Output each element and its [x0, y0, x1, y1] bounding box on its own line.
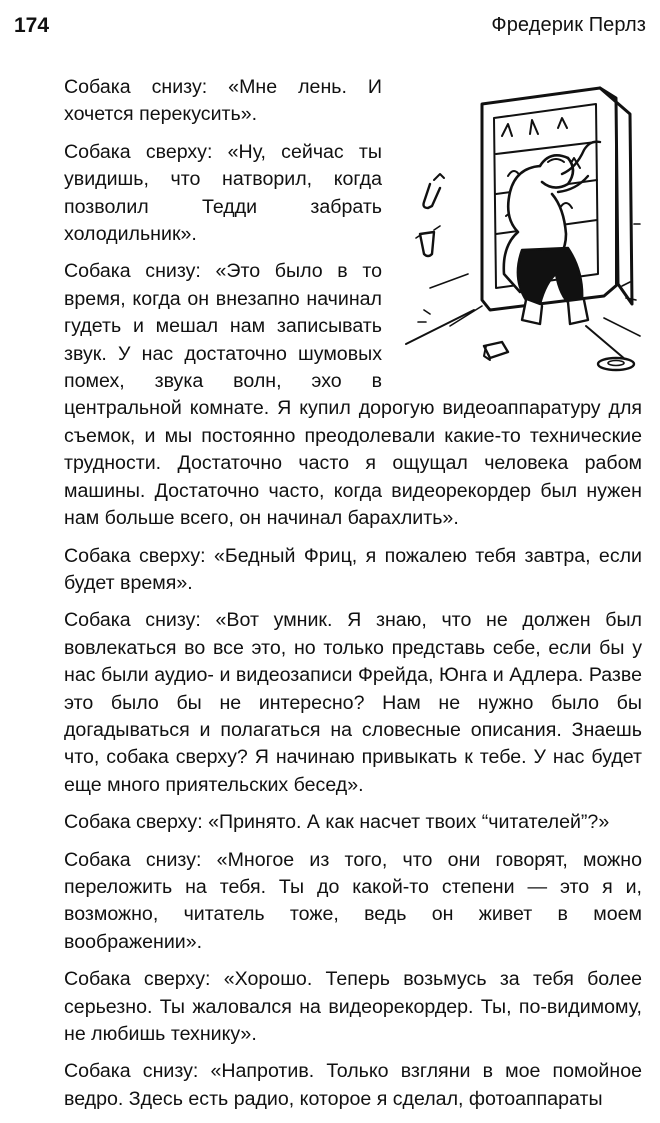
page-header [14, 8, 646, 38]
dialogue-paragraph: Собака сверху: «Ну, сейчас ты увидишь, что натворил, когда позволил Тедди забрать холодильник». [64, 140, 382, 246]
body-text [64, 74, 642, 1123]
page-number: 174 [14, 14, 50, 37]
dialogue-paragraph: Собака снизу: «Вот умник. Я знаю, что не должен был вовлекаться во все это, но только представь себе, если бы у нас были аудио- и видеозаписи Фрейда, Юнга и Адлера. Разве это было бы не интересно? Нам не нужно было бы догадываться и полагаться на словесные описания. Знаешь что, собака сверху? Я начинаю привыкать к тебе. У нас будет еще много приятельских бесед». [64, 609, 642, 796]
dialogue-paragraph: Собака сверху: «Хорошо. Теперь возьмусь за тебя более серьезно. Ты жаловался на видеорекордер. Ты, по-видимому, не любишь технику». [64, 968, 642, 1045]
dialogue-paragraph: Собака сверху: «Принято. А как насчет твоих “читателей”?» [64, 811, 610, 834]
person-at-refrigerator-illustration [390, 74, 642, 376]
dialogue-paragraph: Собака снизу: «Мне лень. И хочется перекусить». [64, 76, 382, 126]
dialogue-paragraph: Собака снизу: «Многое из того, что они говорят, можно переложить на тебя. Ты до какой-то степени — это я и, возможно, читатель тоже, ведь он живет в моем воображении». [64, 848, 642, 953]
dialogue-paragraph: Собака сверху: «Бедный Фриц, я пожалею тебя завтра, если будет время». [64, 544, 642, 594]
running-head-author: Фредерик Перлз [491, 14, 646, 36]
dialogue-paragraph: Собака снизу: «Напротив. Только взгляни в мое помойное ведро. Здесь есть радио, которое я сделал, фотоаппараты [64, 1060, 642, 1110]
dialogue-paragraph: Собака снизу: «Это было в то время, когда он внезапно начинал гудеть и мешал нам записывать звук. У нас достаточно шумовых помех, звука волн, эхо в центральной комнате. Я купил дорогую видеоаппаратуру для съемок, и мы постоянно преодолевали какие-то технические трудности. Достаточно часто я ощущал человека рабом машины. Достаточно часто, когда видеорекордер был нужен нам больше всего, он начинал барахлить». [64, 260, 642, 530]
